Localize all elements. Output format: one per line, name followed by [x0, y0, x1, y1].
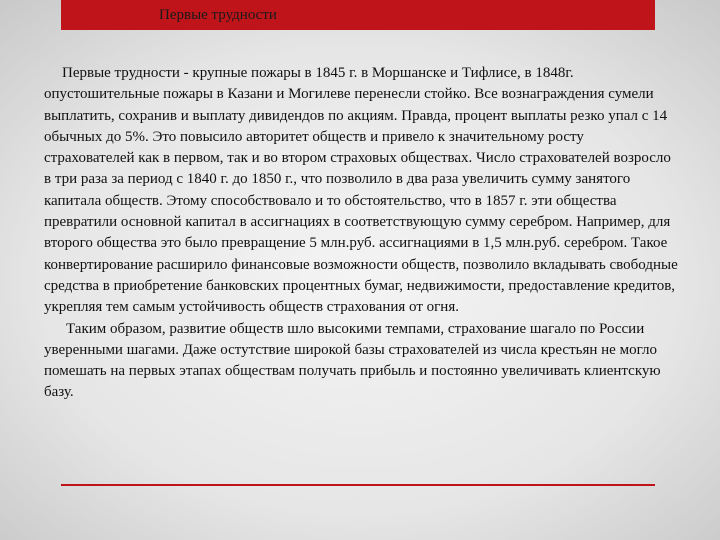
body-paragraph-1: Первые трудности - крупные пожары в 1845 г. в Моршанске и Тифлисе, в 1848г. опустошительные пожары в Казани и Могилеве перенесли стойко. Все вознаграждения сумели выплатить, сохранив и выплату дивидендов по акциям. Правда, процент выплаты резко упал с 14 обычных до 5%. Это повысило авторитет обществ и привело к значительному росту страхователей как в первом, так и во втором страховых обществах. Число страхователей возросло в три раза за период с 1840 г. до 1850 г., что позволило в два раза увеличить сумму занятого капитала обществ. Этому способствовало и то обстоятельство, что в 1857 г. эти общества превратили основной капитал в ассигнациях в соответствующую сумму серебром. Например, для второго общества это было превращение 5 млн.руб. ассигнациями в 1,5 млн.руб. серебром. Такое конвертирование расширило финансовые возможности обществ, позволило вкладывать свободные средства в приобретение банковских процентных бумаг, недвижимости, предоставление кредитов, укрепляя тем самым устойчивость обществ страхования от огня.	[44, 65, 678, 316]
slide-title: Первые трудности	[159, 7, 277, 23]
title-bar	[61, 0, 655, 30]
slide-body	[44, 63, 678, 404]
bottom-divider	[61, 484, 655, 486]
body-paragraph-2: Таким образом, развитие обществ шло высокими темпами, страхование шагало по России уверенными шагами. Даже остутствие широкой базы страхователей из числа крестьян не могло помешать на первых этапах обществам получать прибыль и постоянно увеличивать клиентскую базу.	[44, 320, 661, 401]
